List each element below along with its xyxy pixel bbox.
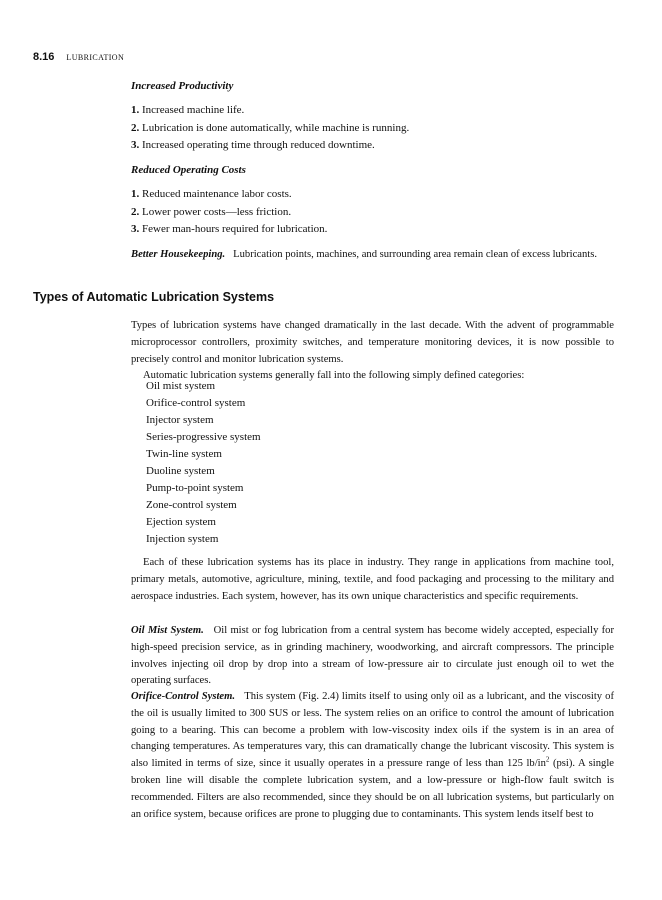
systems-list bbox=[146, 378, 261, 548]
page-number: 8.16 bbox=[33, 51, 55, 63]
oil-mist-paragraph: Oil Mist System. Oil mist or fog lubrication from a central system has become widely accepted, especially for high-speed precision service, as in grinding machinery, woodworking, and aircraft compressors. The principle involves injecting oil drop by drop into a stream of low-pressure air to circulate just enough oil to wet the operating surfaces. bbox=[131, 625, 614, 687]
list-item: Orifice-control system bbox=[146, 397, 246, 409]
applications-paragraph: Each of these lubrication systems has its place in industry. They range in applications from machine tool, primary metals, automotive, agriculture, mining, textile, and food packaging and processing to the military and aerospace industries. Each system, however, has its own unique characteristics and specific requirements. bbox=[131, 557, 614, 602]
list-item: Pump-to-point system bbox=[146, 482, 244, 494]
list-item: 3. Increased operating time through reduced downtime. bbox=[131, 139, 375, 151]
list-item: Series-progressive system bbox=[146, 431, 261, 443]
list-item: 1. Increased machine life. bbox=[131, 104, 245, 116]
costs-heading: Reduced Operating Costs bbox=[131, 164, 246, 176]
list-item: 2. Lubrication is done automatically, while machine is running. bbox=[131, 122, 410, 134]
list-item: 1. Reduced maintenance labor costs. bbox=[131, 188, 292, 200]
list-item: Zone-control system bbox=[146, 499, 237, 511]
section-title: Types of Automatic Lubrication Systems bbox=[33, 290, 275, 304]
list-item: Injection system bbox=[146, 533, 219, 545]
list-item: Duoline system bbox=[146, 465, 215, 477]
list-item: Ejection system bbox=[146, 516, 216, 528]
list-item: Oil mist system bbox=[146, 380, 216, 392]
running-header bbox=[33, 47, 124, 65]
list-item: Injector system bbox=[146, 414, 214, 426]
housekeeping-paragraph: Better Housekeeping. Lubrication points, machines, and surrounding area remain clean of excess lubricants. bbox=[131, 249, 598, 260]
productivity-heading: Increased Productivity bbox=[131, 80, 234, 92]
list-item: 3. Fewer man-hours required for lubrication. bbox=[131, 223, 328, 235]
list-item: Twin-line system bbox=[146, 448, 222, 460]
running-title: LUBRICATION bbox=[66, 53, 125, 62]
oil-mist-title: Oil Mist System. bbox=[131, 625, 204, 636]
intro-paragraph: Types of lubrication systems have changed dramatically in the last decade. With the advent of programmable microprocessor controllers, proximity switches, and temperature monitoring devices, it is now possible to precisely control and monitor lubrication systems. Automatic lubrication systems generally fall into the following simply defined categories: bbox=[131, 320, 614, 382]
list-item: 2. Lower power costs—less friction. bbox=[131, 206, 292, 218]
orifice-paragraph: Orifice-Control System. This system (Fig. 2.4) limits itself to using only oil as a lubricant, and the viscosity of the oil is usually limited to 300 SUS or less. The system relies on an orifice to control the amount of lubrication going to a bearing. This can become a problem with low-viscosity index oils if the system is in an area of changing temperatures. As temperatures vary, this can dramatically change the lubricant viscosity. This system is also limited in terms of size, since it usually operates in a pressure range of less than 125 $lb/in^2$ (psi). A single broken line will disable the complete lubrication system, and a low-pressure or high-flow fault switch is recommended. Filters are also recommended, since they should be on all lubrication systems, but particularly on an orifice system, because orifices are prone to plugging due to contaminants. This system lends itself best to bbox=[131, 691, 614, 820]
orifice-title: Orifice-Control System. bbox=[131, 691, 236, 702]
housekeeping-title: Better Housekeeping. bbox=[131, 249, 226, 260]
